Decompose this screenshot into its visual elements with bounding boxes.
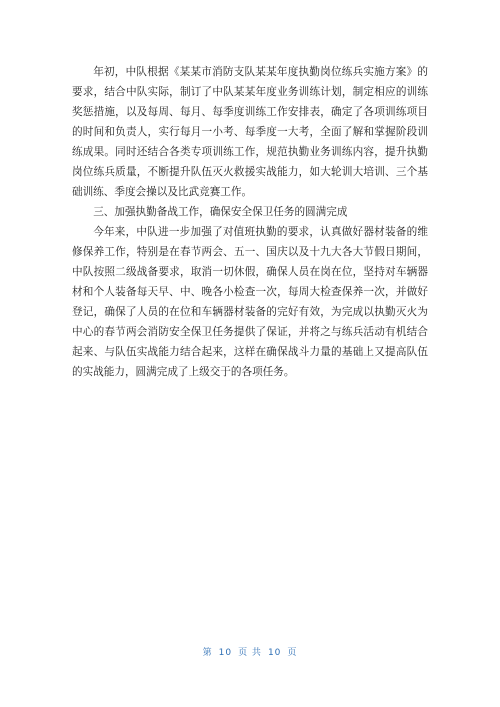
document-body (72, 62, 428, 382)
section-heading: 三、加强执勤备战工作，确保安全保卫任务的圆满完成 (93, 206, 348, 218)
current-page-number: 10 (218, 648, 233, 658)
body-paragraph-2: 今年来，中队进一步加强了对值班执勤的要求，认真做好器材装备的维修保养工作，特别是在春节两会、五一、国庆以及十九大各大节假日期间，中队按照二级战备要求，取消一切休假，确保人员在岗在位，坚持对车辆器材和个人装备每天早、中、晚各小检查一次，每周大检查保养一次，并做好登记，确保了人员的在位和车辆器材装备的完好有效，为完成以执勤灭火为中心的春节两会消防安全保卫任务提供了保证，并将之与练兵活动有机结合起来、与队伍实战能力结合起来，这样在确保战斗力量的基础上又提高队伍的实战能力，圆满完成了上级交于的各项任务。 (72, 226, 428, 378)
body-paragraph-1: 年初，中队根据《某某市消防支队某某年度执勤岗位练兵实施方案》的要求，结合中队实际，制订了中队某某年度业务训练计划，制定相应的训练奖惩措施，以及每周、每月、每季度训练工作安排表，确定了各项训练项目的时间和负责人，实行每月一小考、每季度一大考，全面了解和掌握阶段训练成果。同时还结合各类专项训练工作，规范执勤业务训练内容，提升执勤岗位练兵质量，不断提升队伍灭火救援实战能力，如大轮训大培训、三个基础训练、季度会操以及比武竞赛工作。 (72, 66, 428, 198)
page-footer (0, 645, 500, 658)
footer-prefix: 第 (202, 648, 213, 658)
footer-suffix: 页 (287, 648, 298, 658)
footer-middle: 页 共 (238, 648, 262, 658)
total-pages-number: 10 (267, 648, 282, 658)
